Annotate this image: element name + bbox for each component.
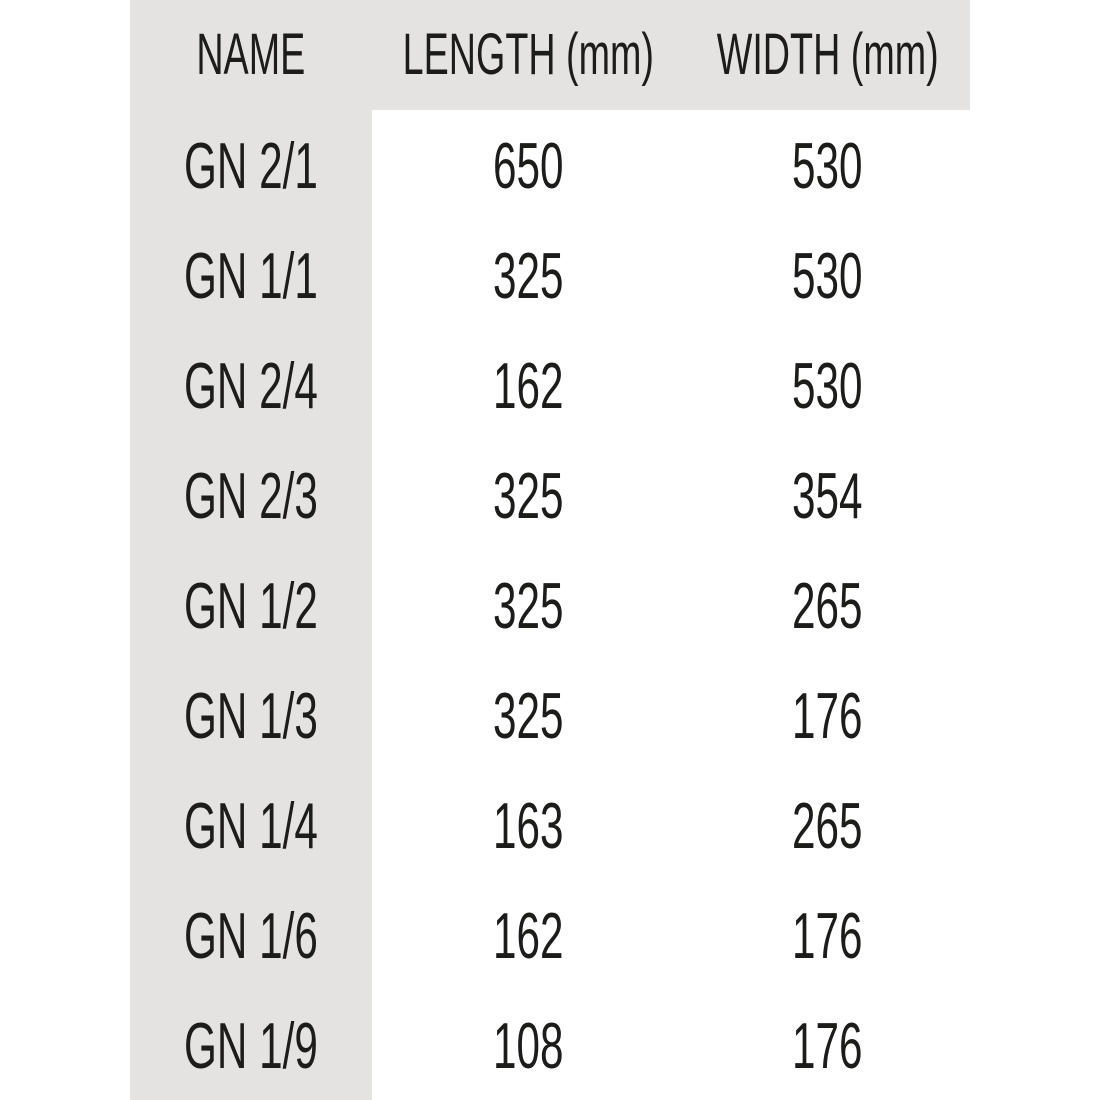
gn-size-name: GN 1/2 <box>184 568 318 642</box>
width-value: 354 <box>792 458 863 532</box>
width-value: 530 <box>792 348 863 422</box>
width-value: 176 <box>792 1008 863 1082</box>
cell-length <box>372 550 685 660</box>
cell-name <box>130 880 372 990</box>
cell-name <box>130 550 372 660</box>
cell-name <box>130 330 372 440</box>
cell-length <box>372 990 685 1100</box>
width-value: 176 <box>792 898 863 972</box>
gn-size-name: GN 2/4 <box>184 348 318 422</box>
cell-width <box>685 990 970 1100</box>
cell-name <box>130 220 372 330</box>
length-value: 325 <box>493 678 564 752</box>
cell-width <box>685 330 970 440</box>
cell-width <box>685 880 970 990</box>
cell-length <box>372 330 685 440</box>
gn-size-name: GN 1/6 <box>184 898 318 972</box>
cell-width <box>685 550 970 660</box>
width-value: 176 <box>792 678 863 752</box>
cell-width <box>685 220 970 330</box>
length-value: 162 <box>493 898 564 972</box>
width-value: 265 <box>792 568 863 642</box>
cell-name <box>130 110 372 220</box>
length-value: 163 <box>493 788 564 862</box>
gn-size-name: GN 2/1 <box>184 128 318 202</box>
gn-size-name: GN 1/4 <box>184 788 318 862</box>
length-value: 325 <box>493 458 564 532</box>
cell-name <box>130 660 372 770</box>
gn-size-name: GN 1/3 <box>184 678 318 752</box>
cell-length <box>372 110 685 220</box>
cell-length <box>372 440 685 550</box>
cell-length <box>372 220 685 330</box>
length-value: 325 <box>493 568 564 642</box>
gn-size-name: GN 1/1 <box>184 238 318 312</box>
column-header-width <box>685 0 970 110</box>
length-value: 325 <box>493 238 564 312</box>
cell-name <box>130 440 372 550</box>
cell-width <box>685 770 970 880</box>
length-value: 162 <box>493 348 564 422</box>
width-value: 265 <box>792 788 863 862</box>
width-value: 530 <box>792 238 863 312</box>
column-header-name-label: NAME <box>196 22 306 87</box>
column-header-name <box>130 0 372 110</box>
gastronorm-size-table <box>130 0 970 1100</box>
length-value: 650 <box>493 128 564 202</box>
gn-size-name: GN 2/3 <box>184 458 318 532</box>
column-header-length-label: LENGTH (mm) <box>402 22 655 87</box>
width-value: 530 <box>792 128 863 202</box>
length-value: 108 <box>493 1008 564 1082</box>
gn-size-name: GN 1/9 <box>184 1008 318 1082</box>
cell-length <box>372 880 685 990</box>
cell-width <box>685 660 970 770</box>
column-header-width-label: WIDTH (mm) <box>716 22 939 87</box>
cell-width <box>685 110 970 220</box>
cell-length <box>372 770 685 880</box>
cell-name <box>130 770 372 880</box>
cell-name <box>130 990 372 1100</box>
cell-width <box>685 440 970 550</box>
cell-length <box>372 660 685 770</box>
column-header-length <box>372 0 685 110</box>
